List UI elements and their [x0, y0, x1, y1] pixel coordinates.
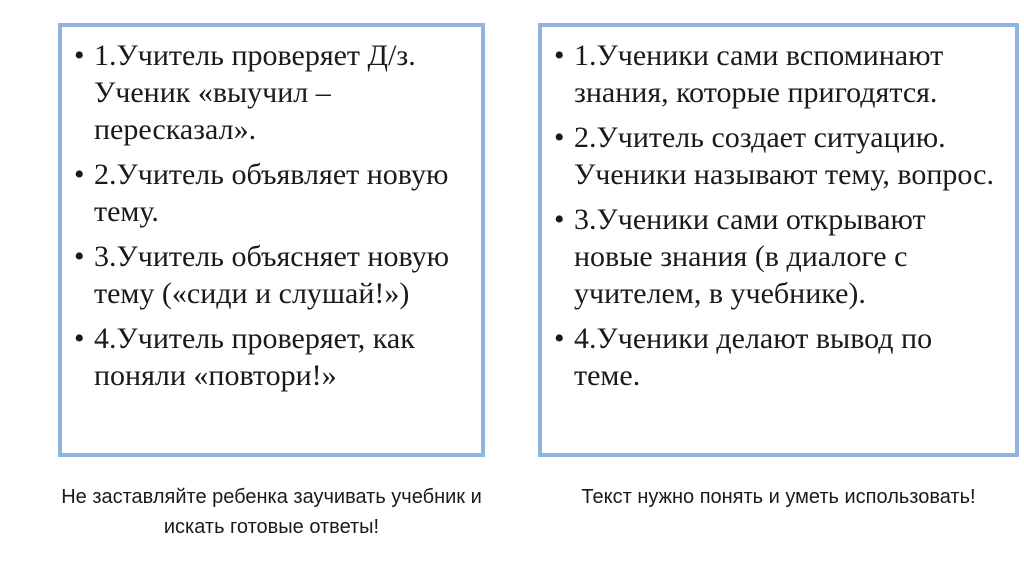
bullet-icon: •	[74, 240, 85, 273]
list-item-text: 2.Учитель создает ситуацию. Ученики называют тему, вопрос.	[574, 121, 994, 191]
bullet-icon: •	[74, 322, 85, 355]
list-item	[72, 37, 467, 148]
list-item-text: 3.Учитель объясняет новую тему («сиди и слушай!»)	[94, 240, 449, 310]
traditional-lesson-box	[58, 23, 485, 457]
active-lesson-box	[538, 23, 1019, 457]
left-caption: Не заставляйте ребенка заучивать учебник и искать готовые ответы!	[61, 486, 482, 538]
list-item	[552, 320, 1001, 394]
bullet-icon: •	[74, 39, 85, 72]
list-item-text: 1.Учитель проверяет Д/з. Ученик «выучил – пересказал».	[94, 39, 416, 146]
list-item-text: 3.Ученики сами открывают новые знания (в диалоге с учителем, в учебнике).	[574, 203, 926, 310]
list-item	[552, 119, 1001, 193]
bullet-icon: •	[554, 322, 565, 355]
bullet-icon: •	[554, 39, 565, 72]
bullet-icon: •	[554, 203, 565, 236]
list-item	[552, 37, 1001, 111]
list-item-text: 2.Учитель объявляет новую тему.	[94, 158, 449, 228]
traditional-lesson-list	[72, 37, 467, 394]
right-caption: Текст нужно понять и уметь использовать!	[581, 486, 976, 508]
bullet-icon: •	[74, 158, 85, 191]
list-item-text: 1.Ученики сами вспоминают знания, которые пригодятся.	[574, 39, 944, 109]
bullet-icon: •	[554, 121, 565, 154]
list-item-text: 4.Учитель проверяет, как поняли «повтори!»	[94, 322, 415, 392]
list-item	[552, 201, 1001, 312]
list-item-text: 4.Ученики делают вывод по теме.	[574, 322, 933, 392]
list-item	[72, 238, 467, 312]
list-item	[72, 156, 467, 230]
list-item	[72, 320, 467, 394]
active-lesson-list	[552, 37, 1001, 394]
